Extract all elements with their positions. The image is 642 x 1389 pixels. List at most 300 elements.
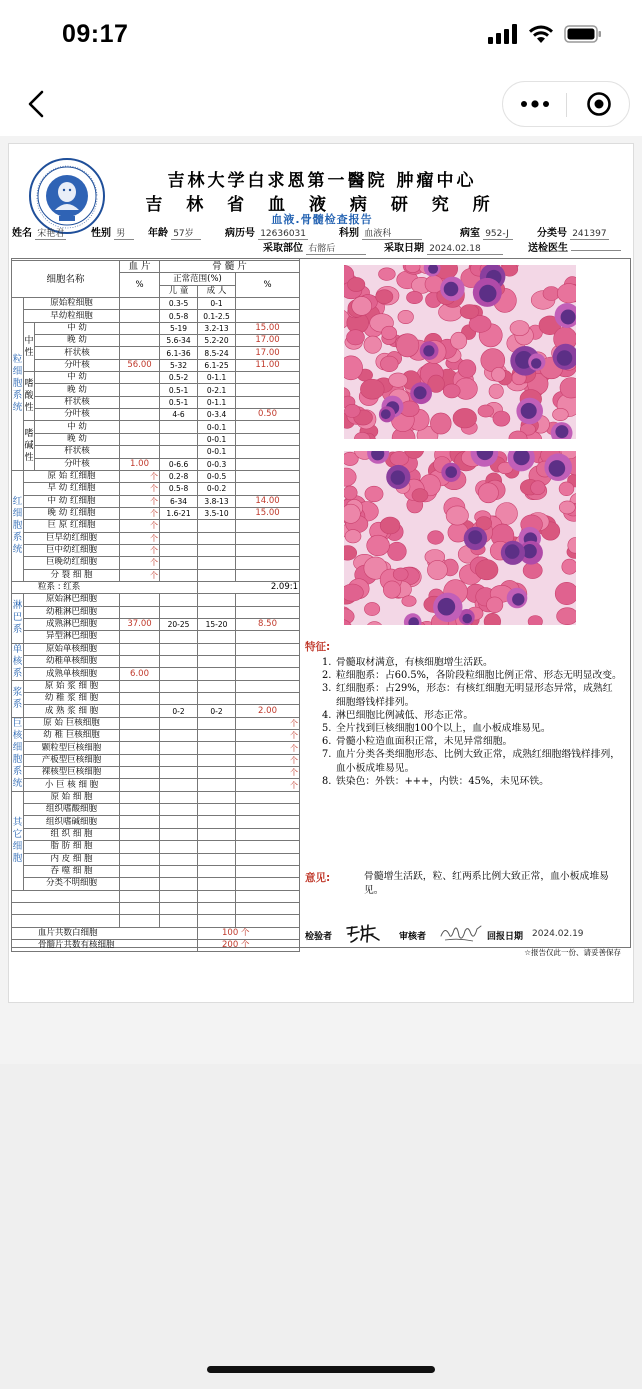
blood-value (120, 322, 160, 334)
cell-name: 脂 肪 细 胞 (24, 841, 120, 853)
blood-value: 个 (120, 532, 160, 544)
adult-range: 0-3.4 (198, 409, 236, 421)
marrow-value (236, 828, 300, 840)
marrow-smear-image-2 (344, 451, 576, 625)
marrow-value: 15.00 (236, 322, 300, 334)
feature-text: 骨髓小粒造血面积正常，未见异常细胞。 (336, 736, 513, 748)
marrow-value (236, 569, 300, 581)
blood-value (120, 878, 160, 890)
adult-range (198, 631, 236, 643)
opinion-label: 意见: (305, 872, 331, 884)
table-row (12, 631, 300, 643)
cell-name: 原始单核细胞 (24, 643, 120, 655)
cell-count-table (11, 260, 299, 952)
marrow-value (236, 310, 300, 322)
record-number-field (225, 224, 308, 240)
blood-value: 1.00 (120, 458, 160, 470)
viewer-background (0, 1064, 642, 1389)
adult-range (198, 742, 236, 754)
blood-smear-header: 血 片 (120, 261, 160, 273)
features-title: 特征: (305, 641, 331, 653)
cell-name: 颗粒型巨核细胞 (24, 742, 120, 754)
cell-name: 分类不明细胞 (24, 878, 120, 890)
blood-value (120, 298, 160, 310)
marrow-value (236, 631, 300, 643)
blood-value: 个 (120, 507, 160, 519)
status-icons (488, 24, 602, 44)
table-cell (160, 915, 198, 927)
cell-name: 幼稚单核细胞 (24, 656, 120, 668)
table-row (12, 680, 300, 692)
cell-name: 晚 幼 (35, 335, 120, 347)
signature-row (305, 922, 625, 946)
table-cell (198, 915, 236, 927)
blood-value (120, 656, 160, 668)
cell-name: 组织嗜酸细胞 (24, 804, 120, 816)
table-row (12, 372, 300, 384)
table-row (12, 878, 300, 890)
marrow-percent-header: % (236, 273, 300, 298)
adult-range (198, 791, 236, 803)
table-cell (12, 890, 120, 902)
feature-text: 骨髓取材满意，有核细胞增生活跃。 (336, 657, 493, 668)
feature-item (322, 682, 622, 708)
table-cell (12, 915, 120, 927)
opinion-text: 骨髓增生活跃，粒、红两系比例大致正常，血小板成堆易见。 (364, 871, 609, 896)
child-range: 4-6 (160, 409, 198, 421)
feature-number: 2. (322, 670, 332, 682)
date-value: 2024.02.18 (427, 244, 503, 255)
status-bar (0, 0, 642, 72)
adult-range-header: 成 人 (198, 285, 236, 297)
adult-range (198, 853, 236, 865)
cell-name: 幼 稚 巨核细胞 (24, 730, 120, 742)
record-value: 12636031 (260, 229, 306, 239)
dept-label: 科别 (339, 228, 359, 239)
child-range (160, 816, 198, 828)
child-range (160, 557, 198, 569)
child-range (160, 693, 198, 705)
back-button[interactable] (18, 86, 54, 122)
blood-value (120, 828, 160, 840)
ward-field (460, 224, 513, 240)
table-row (12, 433, 300, 445)
feature-number: 5. (322, 723, 332, 735)
cell-name: 原 始 浆 细 胞 (24, 680, 120, 692)
group-megakaryocyte: 巨核细胞系统 (12, 717, 24, 791)
table-row (12, 742, 300, 754)
adult-range: 6.1-25 (198, 359, 236, 371)
adult-range (198, 816, 236, 828)
child-range: 0-6.6 (160, 458, 198, 470)
child-range: 5-19 (160, 322, 198, 334)
home-indicator[interactable] (207, 1366, 435, 1373)
reviewer-label: 审核者 (399, 932, 427, 942)
feature-number: 1. (322, 657, 332, 668)
hospital-name: 吉林大学白求恩第一醫院 肿瘤中心 (167, 171, 477, 191)
doctor-value (571, 250, 621, 251)
chevron-left-icon (27, 90, 45, 118)
cell-name-header: 细胞名称 (12, 261, 120, 298)
blood-value (120, 594, 160, 606)
marrow-value (236, 532, 300, 544)
blood-value (120, 433, 160, 445)
blood-value (120, 631, 160, 643)
feature-number: 6. (322, 736, 332, 748)
ward-value: 952-J (483, 229, 513, 240)
blood-value (120, 335, 160, 347)
total-blood-label: 血片共数白细胞 (12, 927, 198, 939)
dept-value: 血液科 (362, 226, 422, 240)
table-row (12, 606, 300, 618)
blood-value (120, 446, 160, 458)
marrow-value: 个 (236, 730, 300, 742)
cell-name: 原始粒细胞 (24, 298, 120, 310)
blood-value: 个 (120, 495, 160, 507)
report-sheet (8, 143, 634, 1003)
child-range: 0.5-1 (160, 384, 198, 396)
table-row (12, 594, 300, 606)
reviewer-signature (439, 922, 483, 944)
ratio-value: 2.09:1 (198, 581, 300, 593)
tester-signature (345, 922, 385, 944)
table-row (12, 458, 300, 470)
blood-value (120, 767, 160, 779)
group-monocyte: 单核系 (12, 643, 23, 679)
child-range (160, 433, 198, 445)
table-cell (120, 890, 160, 902)
child-range (160, 828, 198, 840)
blood-value: 个 (120, 544, 160, 556)
adult-range: 0-0.2 (198, 483, 236, 495)
cell-name: 中 幼 红细胞 (24, 495, 120, 507)
adult-range: 15-20 (198, 618, 236, 630)
group-lymphocyte: 淋巴系 (12, 594, 24, 643)
table-row (12, 804, 300, 816)
marrow-value (236, 853, 300, 865)
blood-value (120, 841, 160, 853)
adult-range: 0-0.1 (198, 446, 236, 458)
blood-value (120, 409, 160, 421)
cell-name: 中 幼 (35, 421, 120, 433)
feature-item (322, 669, 622, 682)
group-plasma: 浆系 (12, 680, 24, 717)
cell-name: 杆状核 (35, 347, 120, 359)
adult-range: 0-1 (198, 298, 236, 310)
cell-name: 分叶核 (35, 359, 120, 371)
adult-range: 0-0.3 (198, 458, 236, 470)
table-row (12, 470, 300, 482)
table-row (12, 359, 300, 371)
marrow-value (236, 865, 300, 877)
child-range (160, 446, 198, 458)
name-value: 宋艳君 (35, 226, 66, 240)
sample-date-field (384, 239, 503, 255)
marrow-value (236, 668, 300, 680)
table-row (12, 779, 300, 791)
child-range (160, 594, 198, 606)
child-range (160, 730, 198, 742)
table-row (12, 483, 300, 495)
cell-name: 裸核型巨核细胞 (24, 767, 120, 779)
adult-range (198, 569, 236, 581)
age-label: 年龄 (148, 228, 168, 239)
table-cell (160, 890, 198, 902)
sex-label: 性别 (91, 228, 111, 239)
table-row (12, 581, 300, 593)
adult-range (198, 520, 236, 532)
child-range (160, 841, 198, 853)
feature-text: 红细胞系：占29%，形态：有核红细胞无明显形态异常，成熟红细胞缗钱样排列。 (336, 683, 613, 708)
normal-range-header: 正常范围(%) (160, 273, 236, 285)
adult-range (198, 668, 236, 680)
child-range: 0.2-8 (160, 470, 198, 482)
child-range: 0.5-2 (160, 372, 198, 384)
cell-name: 组织嗜碱细胞 (24, 816, 120, 828)
blood-value (120, 816, 160, 828)
cell-name: 原 始 红细胞 (24, 470, 120, 482)
adult-range: 3.8-13 (198, 495, 236, 507)
table-row (12, 668, 300, 680)
table-cell (236, 902, 300, 914)
marrow-value (236, 421, 300, 433)
sample-site-field (263, 239, 366, 255)
blood-value: 个 (120, 557, 160, 569)
child-range (160, 791, 198, 803)
cell-name: 分 裂 细 胞 (24, 569, 120, 581)
table-row (12, 347, 300, 359)
table-row (12, 557, 300, 569)
child-range: 0.5-1 (160, 396, 198, 408)
marrow-value: 15.00 (236, 507, 300, 519)
cell-name: 中 幼 (35, 322, 120, 334)
table-row (12, 421, 300, 433)
blood-value (120, 705, 160, 717)
table-row (12, 618, 300, 630)
table-cell (120, 902, 160, 914)
marrow-value: 个 (236, 767, 300, 779)
blood-value: 个 (120, 520, 160, 532)
feature-item (322, 775, 622, 788)
features-list (322, 656, 622, 788)
child-range: 6-34 (160, 495, 198, 507)
child-range (160, 631, 198, 643)
age-value: 57岁 (171, 226, 201, 240)
child-range (160, 520, 198, 532)
cell-name: 原始淋巴细胞 (24, 594, 120, 606)
marrow-value (236, 816, 300, 828)
cell-name: 成熟淋巴细胞 (24, 618, 120, 630)
child-range (160, 680, 198, 692)
more-button[interactable] (503, 82, 566, 126)
table-row (12, 532, 300, 544)
patient-sex-field (91, 224, 134, 240)
table-row (12, 890, 300, 902)
blood-value (120, 804, 160, 816)
battery-icon (564, 24, 602, 44)
blood-percent-header: % (120, 273, 160, 298)
table-cell (160, 902, 198, 914)
adult-range (198, 865, 236, 877)
feature-item (322, 748, 622, 774)
cell-name: 成 熟 浆 细 胞 (24, 705, 120, 717)
blood-value (120, 730, 160, 742)
table-row (12, 730, 300, 742)
child-range (160, 754, 198, 766)
adult-range (198, 656, 236, 668)
cell-name: 巨 原 红细胞 (24, 520, 120, 532)
adult-range (198, 594, 236, 606)
ward-label: 病室 (460, 228, 480, 239)
adult-range (198, 828, 236, 840)
table-row (12, 495, 300, 507)
cell-name: 早 幼 红细胞 (24, 483, 120, 495)
marrow-value (236, 520, 300, 532)
group-granulocyte: 粒细胞系统 (12, 298, 24, 471)
name-label: 姓名 (12, 228, 32, 239)
blood-value (120, 372, 160, 384)
adult-range (198, 643, 236, 655)
table-row (12, 396, 300, 408)
child-range (160, 656, 198, 668)
cell-name: 巨中幼红细胞 (24, 544, 120, 556)
blood-value (120, 347, 160, 359)
marrow-value: 8.50 (236, 618, 300, 630)
table-row (12, 298, 300, 310)
marrow-smear-image-1 (344, 265, 576, 439)
patient-age-field (148, 224, 201, 240)
table-row (12, 927, 300, 939)
adult-range (198, 767, 236, 779)
cell-name: 小 巨 核 细 胞 (24, 779, 120, 791)
class-value: 241397 (572, 229, 607, 239)
blood-value (120, 791, 160, 803)
adult-range: 0-2.1 (198, 384, 236, 396)
blood-value: 56.00 (120, 359, 160, 371)
table-row (12, 507, 300, 519)
more-dots-icon (520, 100, 550, 108)
feature-number: 7. (322, 749, 332, 761)
feature-number: 8. (322, 775, 332, 787)
adult-range (198, 841, 236, 853)
subgroup-eosinophil: 嗜酸性 (24, 372, 35, 421)
table-row (12, 767, 300, 779)
table-cell (236, 890, 300, 902)
table-row (12, 643, 300, 655)
report-date-value: 2024.02.19 (532, 929, 584, 939)
marrow-value: 17.00 (236, 347, 300, 359)
table-row (12, 656, 300, 668)
table-row (12, 841, 300, 853)
child-range (160, 865, 198, 877)
cell-name: 巨晚幼红细胞 (24, 557, 120, 569)
marrow-value (236, 680, 300, 692)
marrow-value (236, 384, 300, 396)
adult-range (198, 779, 236, 791)
adult-range (198, 532, 236, 544)
adult-range: 3.5-10 (198, 507, 236, 519)
cell-name: 内 皮 细 胞 (24, 853, 120, 865)
adult-range (198, 804, 236, 816)
report-footnote: ☆报告仅此一份、请妥善保存 (524, 948, 621, 957)
cell-name: 晚 幼 (35, 384, 120, 396)
table-row (12, 261, 300, 273)
blood-value (120, 606, 160, 618)
blood-value (120, 384, 160, 396)
blood-value (120, 853, 160, 865)
blood-value (120, 754, 160, 766)
date-label: 采取日期 (384, 243, 424, 254)
blood-value (120, 310, 160, 322)
cell-name: 原 始 细 胞 (24, 791, 120, 803)
table-row (12, 902, 300, 914)
total-marrow-label: 骨髓片共数有核细胞 (12, 939, 198, 951)
blood-value (120, 779, 160, 791)
blood-value (120, 865, 160, 877)
marrow-value (236, 544, 300, 556)
table-row (12, 939, 300, 951)
child-range: 0.5-8 (160, 483, 198, 495)
child-range (160, 421, 198, 433)
marrow-value (236, 791, 300, 803)
blood-value: 个 (120, 470, 160, 482)
ratio-label: 粒系 : 红系 (12, 581, 198, 593)
table-row (12, 816, 300, 828)
table-row (12, 335, 300, 347)
close-miniprogram-button[interactable] (567, 82, 630, 126)
marrow-value: 17.00 (236, 335, 300, 347)
marrow-value (236, 433, 300, 445)
feature-item (322, 722, 622, 735)
group-other: 其它细胞 (12, 791, 24, 890)
child-range (160, 742, 198, 754)
adult-range: 0-0.1 (198, 433, 236, 445)
table-cell (120, 915, 160, 927)
marrow-value: 0.50 (236, 409, 300, 421)
adult-range: 3.2-13 (198, 322, 236, 334)
marrow-value: 2.00 (236, 705, 300, 717)
table-cell (12, 902, 120, 914)
child-range: 5.6-34 (160, 335, 198, 347)
blood-value (120, 396, 160, 408)
marrow-value: 14.00 (236, 495, 300, 507)
adult-range: 0-1.1 (198, 372, 236, 384)
marrow-value: 个 (236, 779, 300, 791)
table-row (12, 446, 300, 458)
marrow-value (236, 878, 300, 890)
marrow-value (236, 557, 300, 569)
child-range (160, 606, 198, 618)
adult-range: 5.2-20 (198, 335, 236, 347)
adult-range (198, 544, 236, 556)
cell-name: 组 织 细 胞 (24, 828, 120, 840)
blood-value (120, 680, 160, 692)
wifi-icon (528, 24, 554, 44)
feature-text: 铁染色：外铁：+++，内铁：45%，未见环铁。 (336, 775, 549, 787)
marrow-value: 11.00 (236, 359, 300, 371)
feature-text: 血片分类各类细胞形态、比例大致正常，成熟红细胞缗钱样排列，血小板成堆易见。 (336, 749, 621, 774)
marrow-smear-header: 骨 髓 片 (160, 261, 300, 273)
marrow-value (236, 693, 300, 705)
cell-name: 晚 幼 红细胞 (24, 507, 120, 519)
child-range (160, 779, 198, 791)
marrow-value (236, 458, 300, 470)
child-range-header: 儿 童 (160, 285, 198, 297)
child-range (160, 569, 198, 581)
adult-range: 0-1.1 (198, 396, 236, 408)
cell-name: 中 幼 (35, 372, 120, 384)
table-row (12, 705, 300, 717)
